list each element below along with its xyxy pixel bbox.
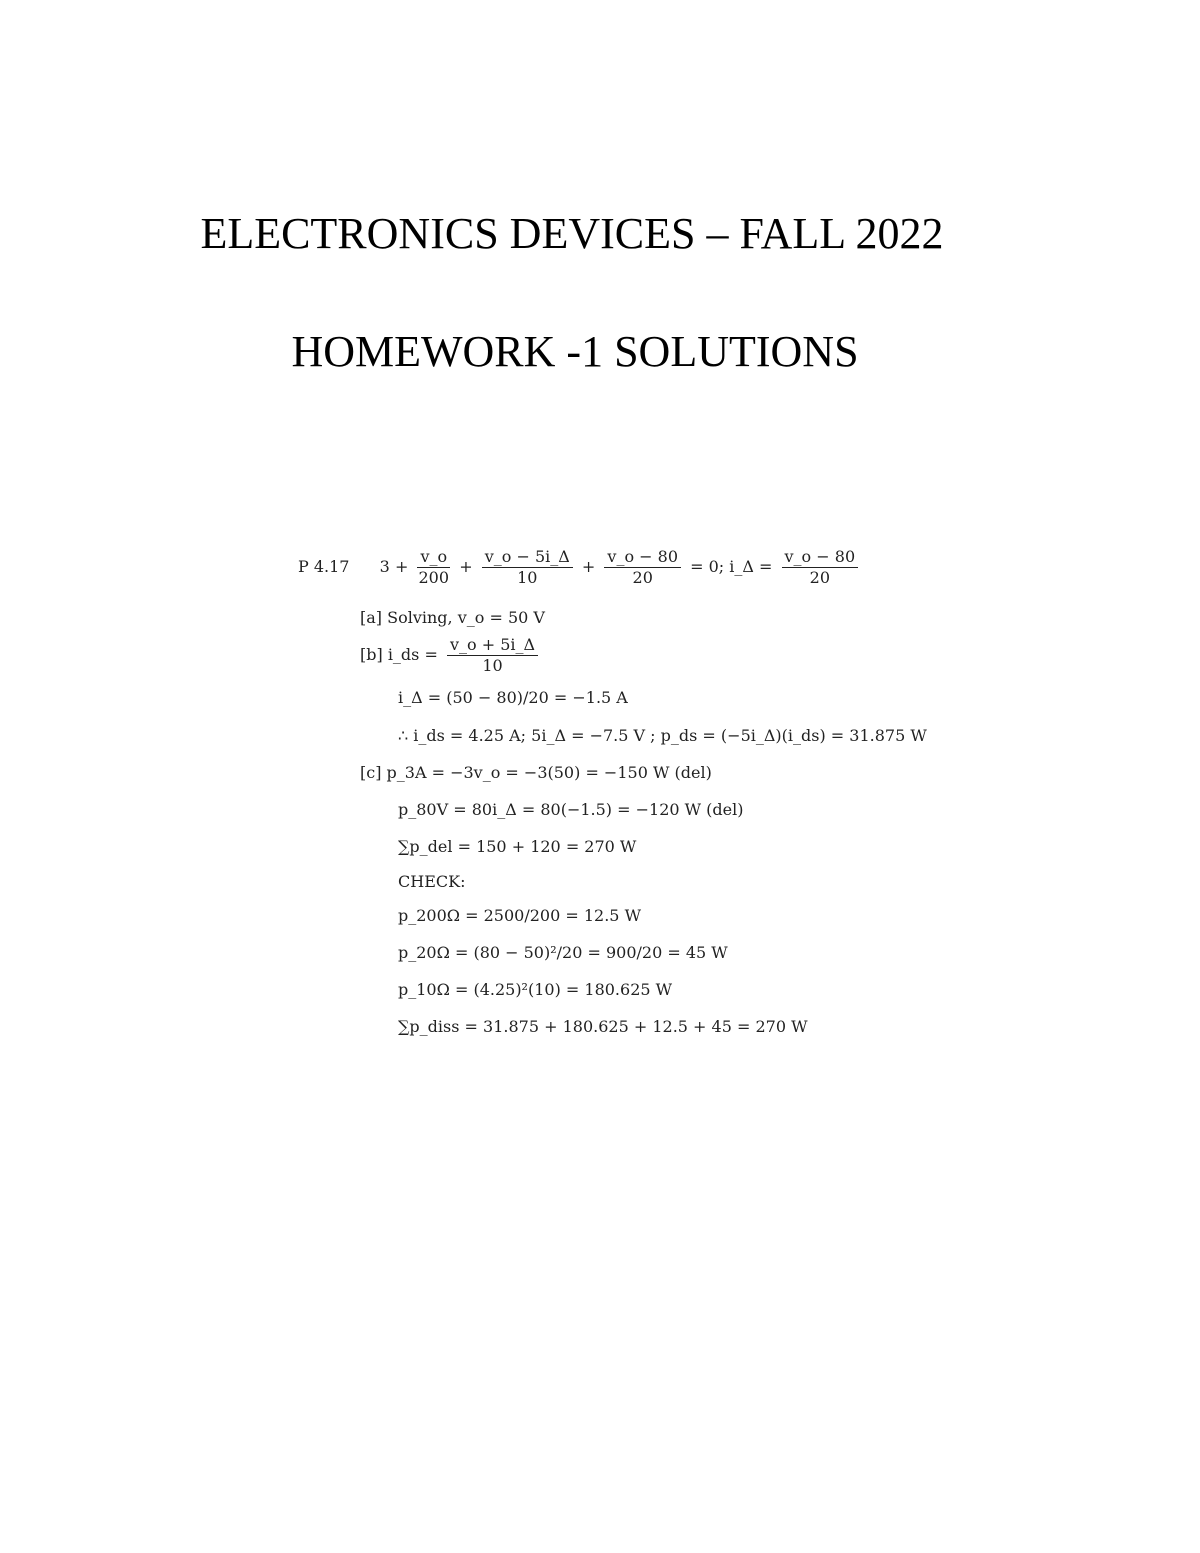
- fraction-2-numerator: v_o − 5i_Δ: [482, 548, 573, 568]
- check-line-3: p_10Ω = (4.25)²(10) = 180.625 W: [398, 980, 673, 999]
- problem-label: P 4.17: [298, 557, 350, 576]
- document-title: ELECTRONICS DEVICES – FALL 2022: [200, 209, 944, 258]
- part-b-fraction: [447, 636, 538, 675]
- fraction-3: [604, 548, 681, 587]
- part-c-line-3: ∑p_del = 150 + 120 = 270 W: [398, 837, 637, 856]
- fraction-1-numerator: v_o: [417, 548, 450, 568]
- fraction-4-denominator: 20: [809, 568, 830, 587]
- fraction-2-denominator: 10: [517, 568, 538, 587]
- check-line-4: ∑p_diss = 31.875 + 180.625 + 12.5 + 45 = 270 W: [398, 1017, 808, 1036]
- fraction-4-numerator: v_o − 80: [782, 548, 859, 568]
- document-subtitle: HOMEWORK -1 SOLUTIONS: [291, 327, 859, 376]
- part-b: [360, 636, 542, 675]
- part-b-line-2: i_Δ = (50 − 80)/20 = −1.5 A: [398, 688, 628, 707]
- fraction-1: [417, 548, 450, 587]
- part-b-lead: [b] i_ds =: [360, 645, 438, 664]
- fraction-2: [482, 548, 573, 587]
- check-heading: CHECK:: [398, 872, 466, 891]
- fraction-3-numerator: v_o − 80: [604, 548, 681, 568]
- part-c-line-2: p_80V = 80i_Δ = 80(−1.5) = −120 W (del): [398, 800, 744, 819]
- main-equation: P 4.17 3 + $\frac{v\_o}{200}$ + $\frac{v\_o - 5i\_\Delta}{10}$ + $\frac{v\_o - 80}{20}$ = 0; i_Δ = $\frac{v\_o - 80}{20}$: [298, 548, 862, 587]
- eq-mid: = 0; i_Δ =: [690, 557, 773, 576]
- check-line-1: p_200Ω = 2500/200 = 12.5 W: [398, 906, 642, 925]
- fraction-1-denominator: 200: [418, 568, 450, 587]
- fraction-4: [782, 548, 859, 587]
- check-line-2: p_20Ω = (80 − 50)²/20 = 900/20 = 45 W: [398, 943, 728, 962]
- part-b-numerator: v_o + 5i_Δ: [447, 636, 538, 656]
- eq-lead: 3 +: [379, 557, 409, 576]
- part-a: [a] Solving, v_o = 50 V: [360, 608, 545, 627]
- part-b-line-3: ∴ i_ds = 4.25 A; 5i_Δ = −7.5 V ; p_ds = (−5i_Δ)(i_ds) = 31.875 W: [398, 726, 927, 745]
- part-b-denominator: 10: [482, 656, 503, 675]
- fraction-3-denominator: 20: [632, 568, 653, 587]
- part-c-line-1: [c] p_3A = −3v_o = −3(50) = −150 W (del): [360, 763, 712, 782]
